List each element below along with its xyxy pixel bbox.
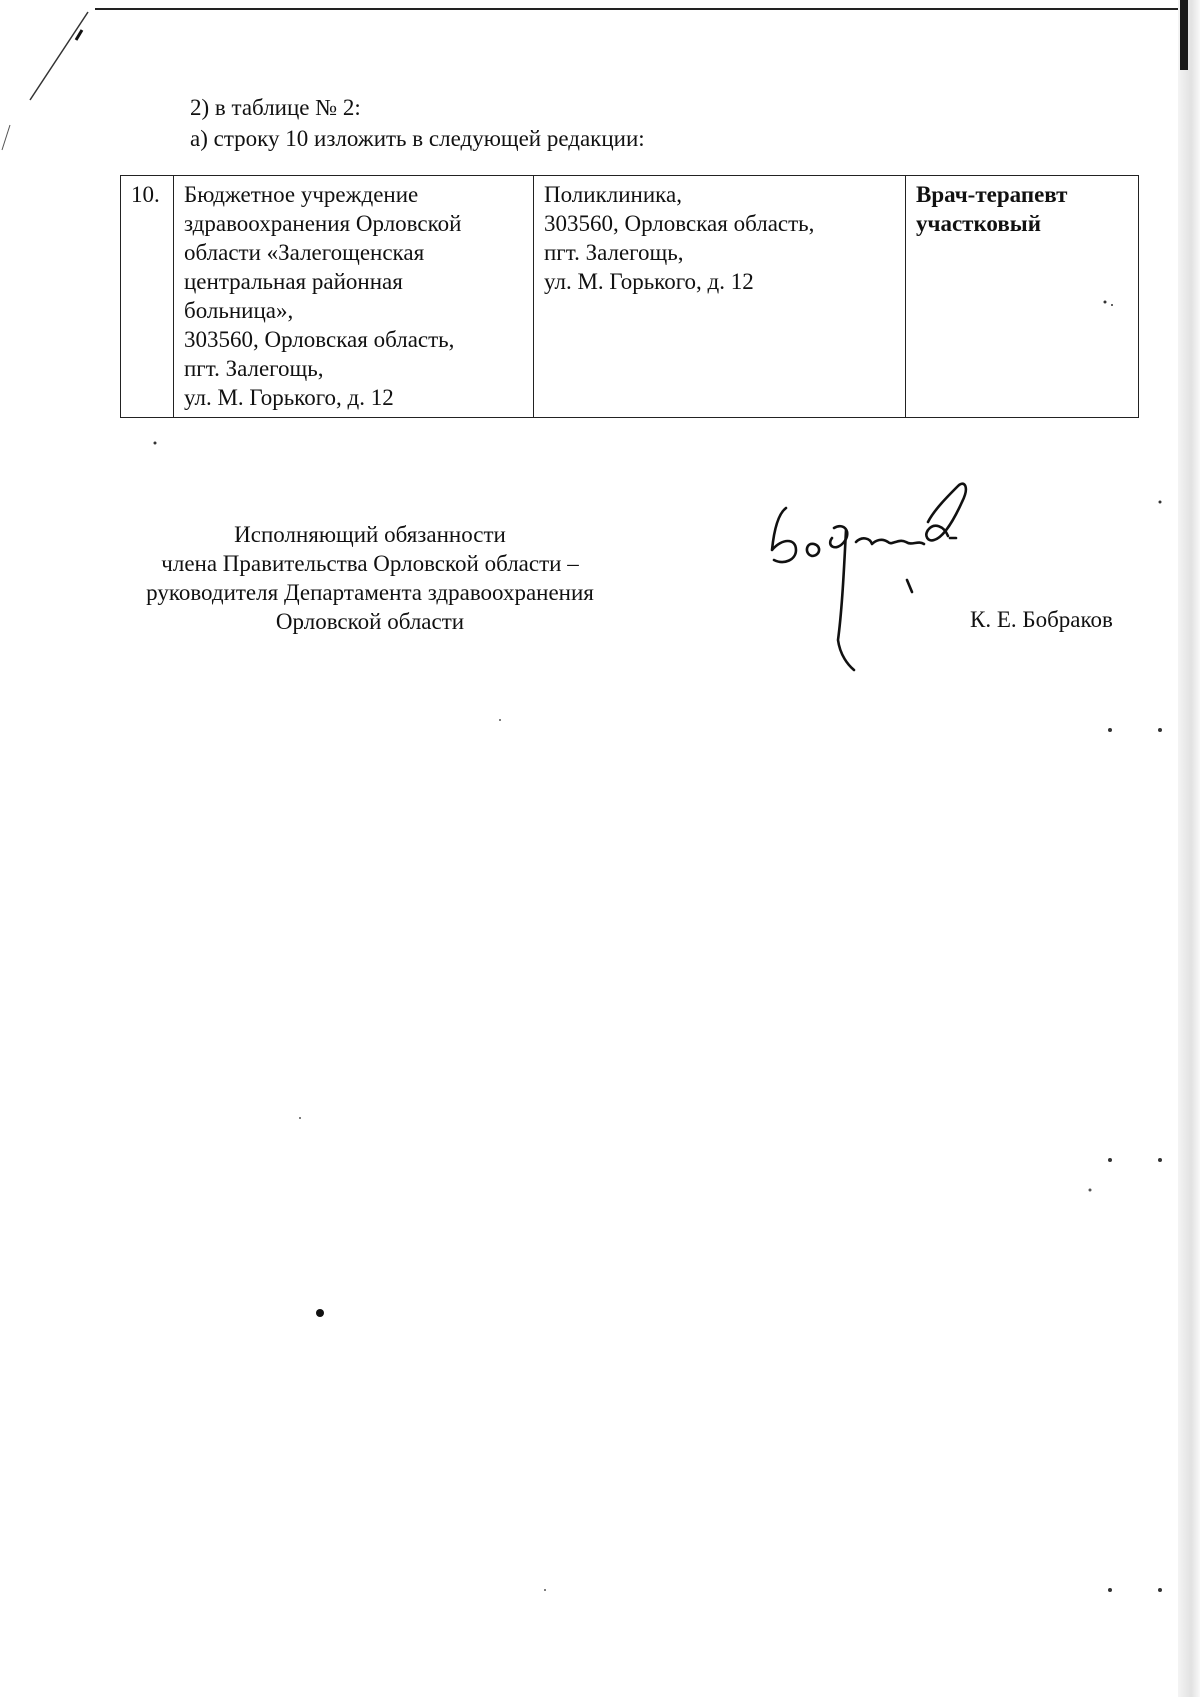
organization-line: здравоохранения Орловской [184,211,462,236]
organization-line: центральная районная [184,269,403,294]
address-line: ул. М. Горького, д. 12 [544,269,754,294]
amended-table [120,175,1139,418]
organization-line: Бюджетное учреждение [184,182,419,207]
organization-line: области «Залегощенская [184,240,425,265]
organization-line: ул. М. Горького, д. 12 [184,385,394,410]
handwritten-signature [752,480,1002,690]
address-line: 303560, Орловская область, [544,211,815,236]
address-line: Поликлиника, [544,182,682,207]
amendment-intro [190,92,645,154]
signer-title-line: Орловской области [275,609,465,634]
organization-line: больница», [184,298,294,323]
address-cell [534,176,906,418]
signer-title-line: члена Правительства Орловской области – [161,551,579,576]
position-line: участковый [916,211,1041,236]
signer-title [100,520,640,636]
position-line: Врач-терапевт [916,182,1068,207]
intro-line-instruction: а) строку 10 изложить в следующей редакции: [190,126,645,151]
row-number-cell [121,176,174,418]
row-number: 10. [131,182,160,207]
address-line: пгт. Залегощь, [544,240,684,265]
intro-line-table-ref: 2) в таблице № 2: [190,95,361,120]
organization-cell [174,176,534,418]
position-cell [906,176,1139,418]
signer-title-line: руководителя Департамента здравоохранения [146,580,594,605]
signer-name: К. Е. Бобраков [970,607,1113,632]
organization-line: 303560, Орловская область, [184,327,455,352]
organization-line: пгт. Залегощь, [184,356,324,381]
signer-title-line: Исполняющий обязанности [234,522,506,547]
table-row [121,176,1139,418]
